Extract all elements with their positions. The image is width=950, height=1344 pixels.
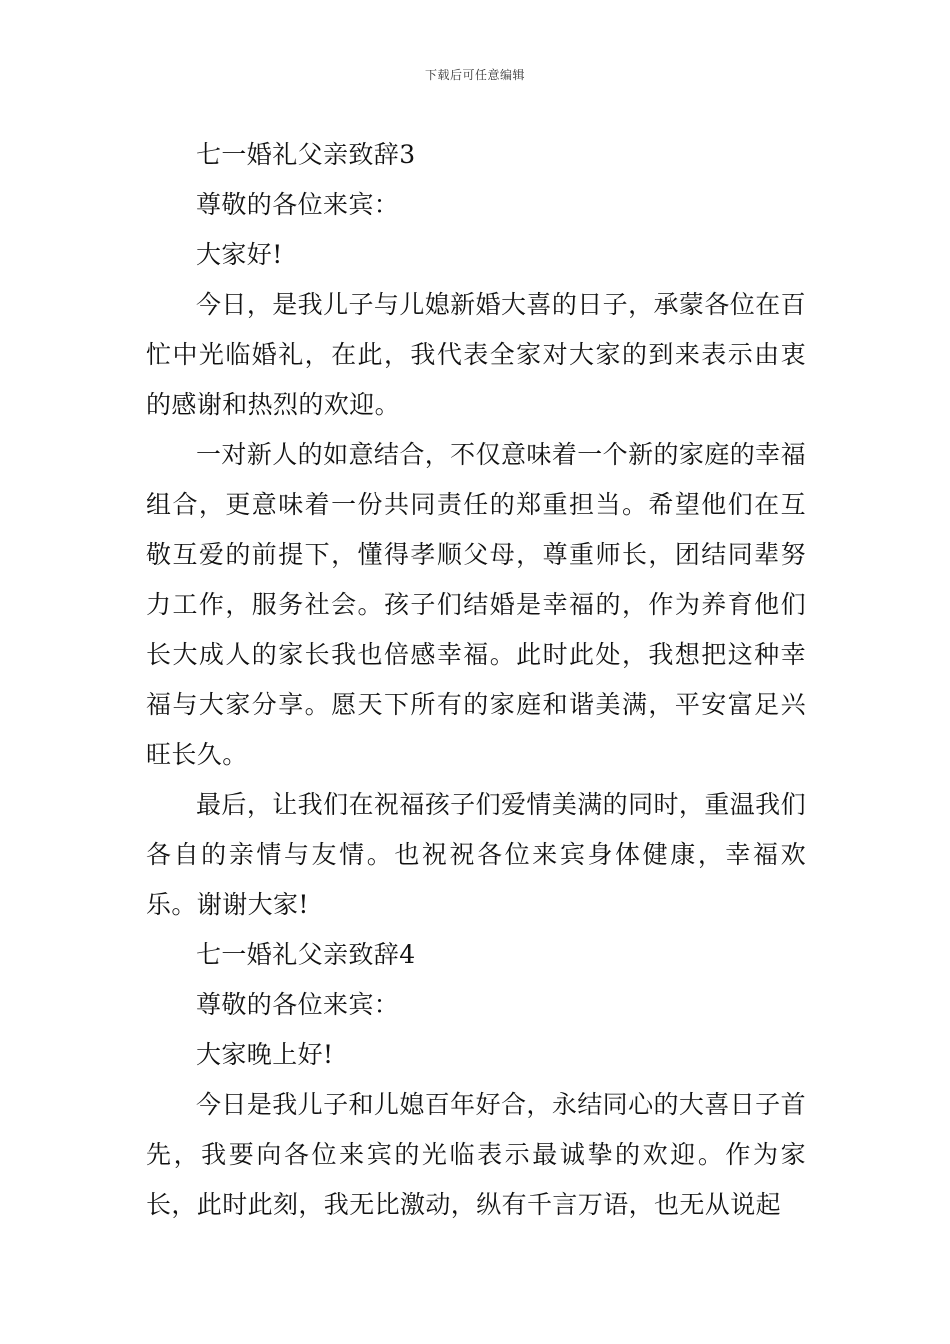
paragraph: 今日，是我儿子与儿媳新婚大喜的日子，承蒙各位在百忙中光临婚礼，在此，我代表全家对大家的到来表示由衷的感谢和热烈的欢迎。 — [146, 290, 806, 419]
greeting: 大家好! — [196, 240, 283, 269]
salutation: 尊敬的各位来宾： — [196, 190, 400, 219]
greeting: 大家晚上好! — [196, 1040, 334, 1069]
paragraph: 最后，让我们在祝福孩子们爱情美满的同时，重温我们各自的亲情与友情。也祝祝各位来宾身体健康，幸福欢乐。谢谢大家! — [146, 790, 806, 919]
header-note: 下载后可任意编辑 — [424, 68, 525, 82]
paragraph: 今日是我儿子和儿媳百年好合，永结同心的大喜日子首先，我要向各位来宾的光临表示最诚挚的欢迎。作为家长，此时此刻，我无比激动，纵有千言万语，也无从说起 — [146, 1090, 806, 1219]
speech-title-3: 七一婚礼父亲致辞3 — [196, 140, 416, 169]
salutation: 尊敬的各位来宾： — [196, 990, 400, 1019]
document-body — [146, 130, 806, 1230]
speech-title-4: 七一婚礼父亲致辞4 — [196, 940, 416, 969]
paragraph: 一对新人的如意结合，不仅意味着一个新的家庭的幸福组合，更意味着一份共同责任的郑重担当。希望他们在互敬互爱的前提下，懂得孝顺父母，尊重师长，团结同辈努力工作，服务社会。孩子们结婚是幸福的，作为养育他们长大成人的家长我也倍感幸福。此时此处，我想把这种幸福与大家分享。愿天下所有的家庭和谐美满，平安富足兴旺长久。 — [146, 440, 806, 769]
